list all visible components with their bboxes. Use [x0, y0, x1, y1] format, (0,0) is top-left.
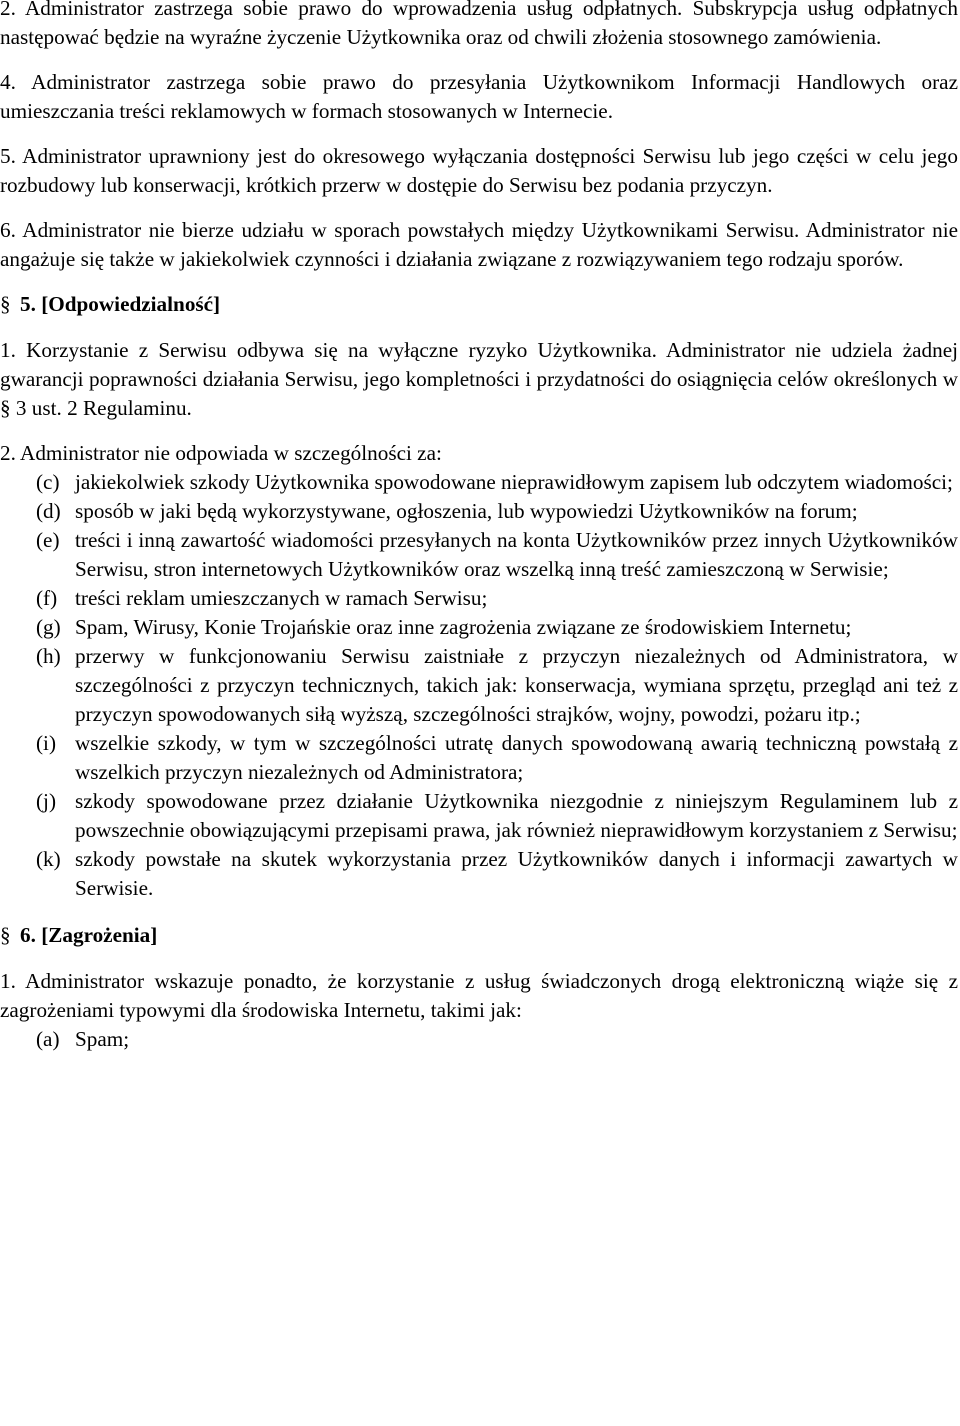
paragraph-2: 2. Administrator zastrzega sobie prawo do wprowadzenia usług odpłatnych. Subskrypcja usług odpłatnych następować będzie na wyraźne życzenie Użytkownika oraz od chwili złożenia stosownego zamówienia. — [0, 0, 958, 49]
threats-list — [0, 1025, 958, 1054]
list-item-text: Spam, Wirusy, Konie Trojańskie oraz inne zagrożenia związane ze środowiskiem Internetu; — [75, 615, 852, 639]
list-marker: (i) — [36, 731, 56, 755]
section-sign: § — [0, 292, 11, 316]
list-marker: (g) — [36, 615, 61, 639]
list-marker: (c) — [36, 470, 60, 494]
list-item — [0, 613, 958, 642]
section-5-heading — [0, 290, 958, 319]
list-item-text: jakiekolwiek szkody Użytkownika spowodowane nieprawidłowym zapisem lub odczytem wiadomości; — [75, 470, 953, 494]
list-item — [0, 497, 958, 526]
list-item-text: Spam; — [75, 1027, 130, 1051]
list-marker: (e) — [36, 528, 60, 552]
list-item — [0, 642, 958, 729]
section-5-title: 5. [Odpowiedzialność] — [20, 292, 221, 316]
liability-exclusion-list — [0, 468, 958, 903]
paragraph-5: 5. Administrator uprawniony jest do okresowego wyłączania dostępności Serwisu lub jego części w celu jego rozbudowy lub konserwacji, krótkich przerw w dostępie do Serwisu bez podania przyczyn. — [0, 144, 958, 197]
list-marker: (d) — [36, 499, 61, 523]
list-item — [0, 787, 958, 845]
paragraph-6: 6. Administrator nie bierze udziału w sporach powstałych między Użytkownikami Serwisu. Administrator nie angażuje się także w jakiekolwiek czynności i działania związane z rozwiązywaniem tego rodzaju sporów. — [0, 218, 958, 271]
list-item-text: sposób w jaki będą wykorzystywane, ogłoszenia, lub wypowiedzi Użytkowników na forum; — [75, 499, 858, 523]
list-marker: (h) — [36, 644, 61, 668]
section-5-paragraph-2-lead: 2. Administrator nie odpowiada w szczególności za: — [0, 441, 442, 465]
section-5-paragraph-1: 1. Korzystanie z Serwisu odbywa się na wyłączne ryzyko Użytkownika. Administrator nie udziela żadnej gwarancji poprawności działania Serwisu, jego kompletności i przydatności do osiągnięcia celów określonych w § 3 ust. 2 Regulaminu. — [0, 338, 958, 420]
section-6-heading — [0, 921, 958, 950]
list-item — [0, 468, 958, 497]
list-item-text: przerwy w funkcjonowaniu Serwisu zaistniałe z przyczyn niezależnych od Administratora, w szczególności z przyczyn technicznych, takich jak: konserwacja, wymiana sprzętu, przegląd ani też z przyczyn spowodowanych siłą wyższą, szczególności strajków, wojny, powodzi, pożaru itp.; — [75, 644, 958, 726]
list-marker: (k) — [36, 847, 61, 871]
list-item — [0, 729, 958, 787]
paragraph-4: 4. Administrator zastrzega sobie prawo do przesyłania Użytkownikom Informacji Handlowych oraz umieszczania treści reklamowych w formach stosowanych w Internecie. — [0, 70, 958, 123]
list-item-text: treści i inną zawartość wiadomości przesyłanych na konta Użytkowników przez innych Użytkowników Serwisu, stron internetowych Użytkowników oraz wszelką inną treść zamieszczoną w Serwisie; — [75, 528, 958, 581]
list-marker: (a) — [36, 1027, 60, 1051]
list-item-text: wszelkie szkody, w tym w szczególności utratę danych spowodowaną awarią techniczną powstałą z wszelkich przyczyn niezależnych od Administratora; — [75, 731, 958, 784]
list-item-text: szkody spowodowane przez działanie Użytkownika niezgodnie z niniejszym Regulaminem lub z powszechnie obowiązującymi przepisami prawa, jak również nieprawidłowym korzystaniem z Serwisu; — [75, 789, 958, 842]
section-sign: § — [0, 923, 11, 947]
section-6-paragraph-1: 1. Administrator wskazuje ponadto, że korzystanie z usług świadczonych drogą elektroniczną wiąże się z zagrożeniami typowymi dla środowiska Internetu, takimi jak: — [0, 969, 958, 1022]
list-item-text: szkody powstałe na skutek wykorzystania przez Użytkowników danych i informacji zawartych w Serwisie. — [75, 847, 958, 900]
section-6-title: 6. [Zagrożenia] — [20, 923, 158, 947]
list-item-text: treści reklam umieszczanych w ramach Serwisu; — [75, 586, 488, 610]
list-item — [0, 584, 958, 613]
list-item — [0, 526, 958, 584]
list-item — [0, 845, 958, 903]
list-marker: (j) — [36, 789, 56, 813]
list-marker: (f) — [36, 586, 58, 610]
list-item — [0, 1025, 958, 1054]
